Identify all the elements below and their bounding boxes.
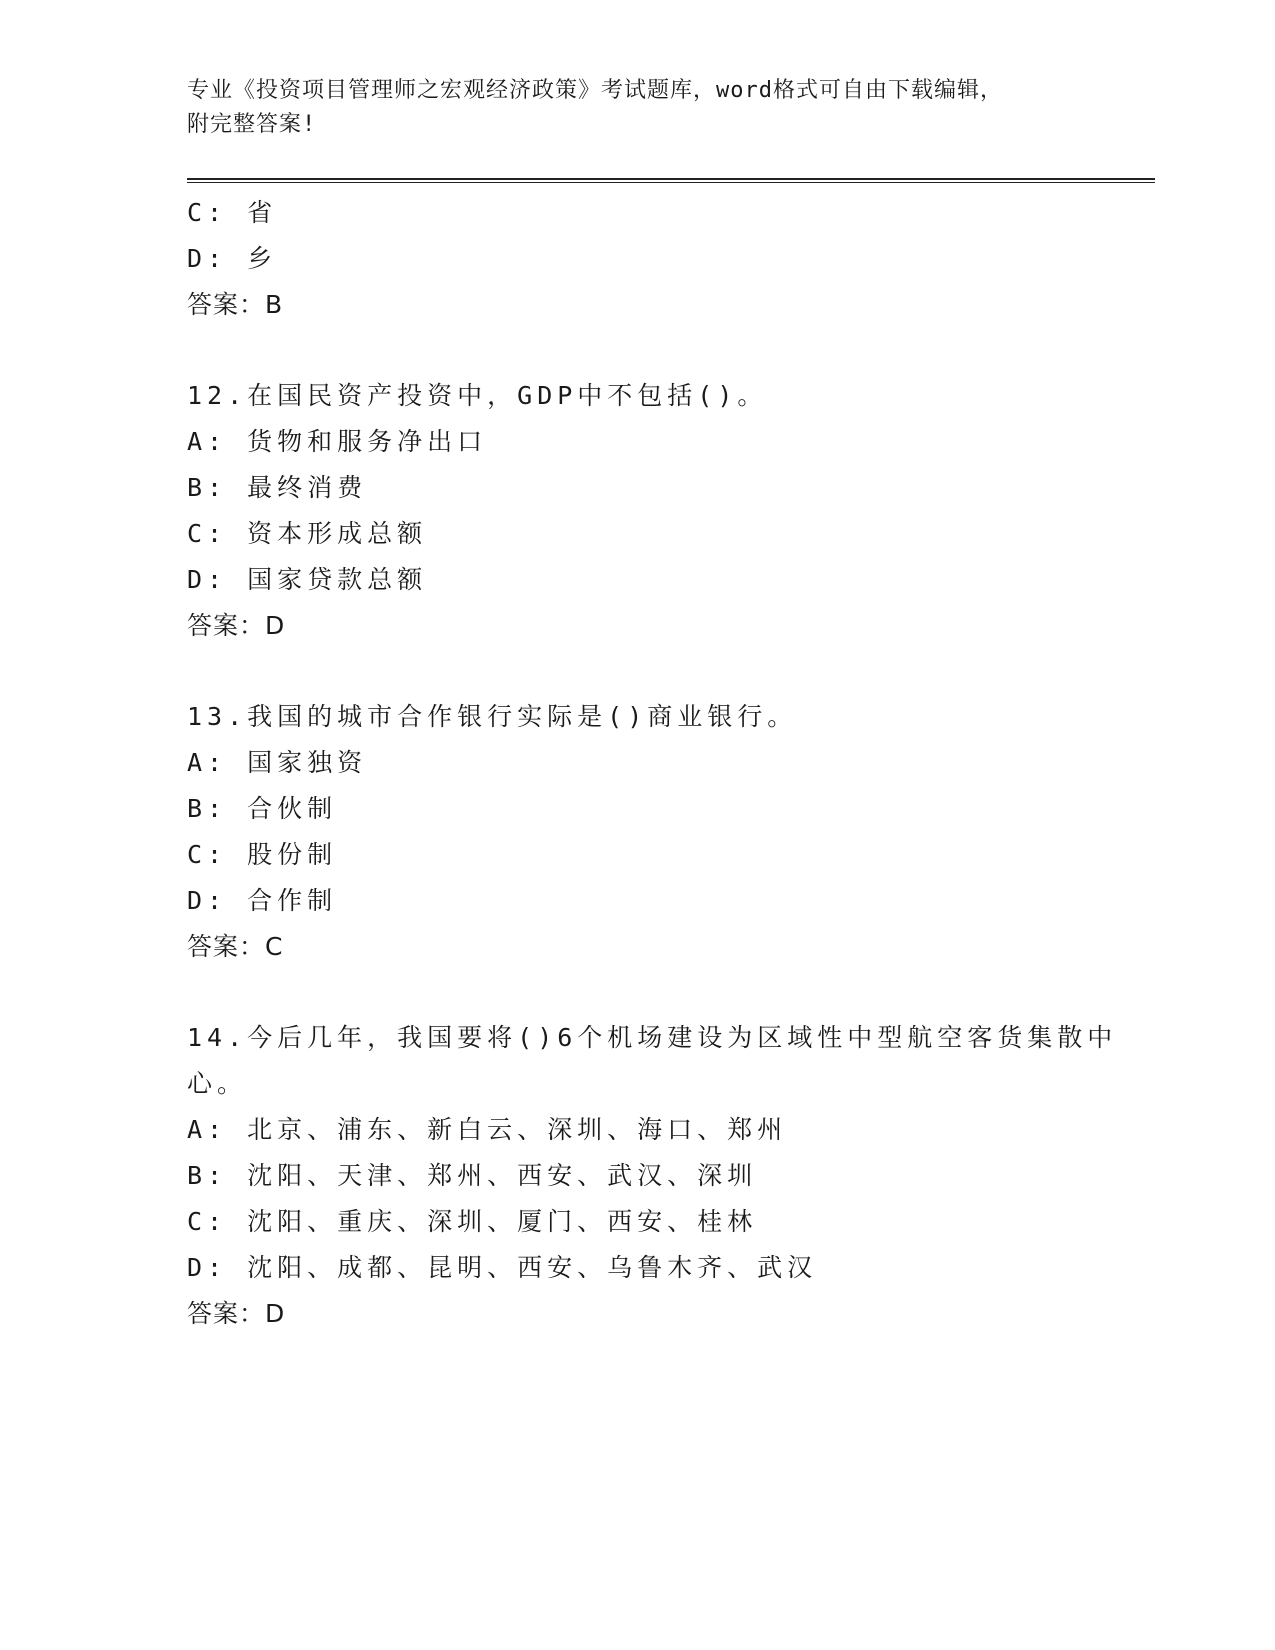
option-label: A: (187, 427, 248, 456)
option-row (187, 236, 1087, 282)
option-row (187, 786, 1087, 832)
option-row (187, 511, 1087, 557)
option-text: 乡 (247, 244, 278, 273)
document-body (187, 190, 1118, 1337)
header-line-1: 专业《投资项目管理师之宏观经济政策》考试题库，word格式可自由下载编辑， (187, 78, 1003, 103)
option-text: 最终消费 (247, 473, 368, 502)
partial-question (187, 190, 1087, 328)
question-text-line-1: 14.今后几年，我国要将()6个机场建设为区域性中型航空客货集散中 (187, 1023, 1118, 1052)
option-label: C: (187, 519, 248, 548)
option-text: 北京、浦东、新白云、深圳、海口、郑州 (247, 1115, 788, 1144)
question-block (187, 1015, 1118, 1337)
option-row (187, 1245, 1087, 1291)
option-text: 合伙制 (247, 794, 338, 823)
option-label: C: (187, 1207, 248, 1236)
spacer (187, 328, 1087, 373)
answer-line: 答案：C (187, 932, 284, 961)
option-row (187, 1107, 1087, 1153)
option-row (187, 465, 1087, 511)
question-block (187, 373, 1087, 649)
option-text: 沈阳、成都、昆明、西安、乌鲁木齐、武汉 (247, 1253, 818, 1282)
question-text-line-2: 心。 (187, 1069, 248, 1098)
option-text: 股份制 (247, 840, 338, 869)
option-row (187, 878, 1087, 924)
option-row (187, 1199, 1087, 1245)
header-line-2: 附完整答案! (187, 112, 317, 137)
option-text: 国家贷款总额 (247, 565, 428, 594)
question-text: 13.我国的城市合作银行实际是()商业银行。 (187, 702, 798, 731)
option-text: 货物和服务净出口 (247, 427, 488, 456)
answer-line: 答案：B (187, 290, 284, 319)
answer-line: 答案：D (187, 611, 286, 640)
option-label: C: (187, 840, 248, 869)
option-text: 合作制 (247, 886, 338, 915)
question-block (187, 694, 1087, 970)
option-label: D: (187, 244, 248, 273)
option-row (187, 832, 1087, 878)
option-label: B: (187, 794, 248, 823)
option-text: 省 (247, 198, 278, 227)
option-row (187, 190, 1087, 236)
answer-line: 答案：D (187, 1299, 286, 1328)
option-label: C: (187, 198, 248, 227)
option-label: B: (187, 1161, 248, 1190)
document-header (187, 74, 1087, 142)
option-label: A: (187, 748, 248, 777)
spacer (187, 649, 1087, 694)
option-text: 资本形成总额 (247, 519, 428, 548)
option-label: A: (187, 1115, 248, 1144)
spacer (187, 970, 1087, 1015)
option-text: 沈阳、天津、郑州、西安、武汉、深圳 (247, 1161, 758, 1190)
option-text: 沈阳、重庆、深圳、厦门、西安、桂林 (247, 1207, 758, 1236)
option-text: 国家独资 (247, 748, 368, 777)
option-row (187, 740, 1087, 786)
option-row (187, 1153, 1087, 1199)
option-row (187, 557, 1087, 603)
option-label: B: (187, 473, 248, 502)
option-label: D: (187, 1253, 248, 1282)
option-label: D: (187, 565, 248, 594)
question-text: 12.在国民资产投资中，GDP中不包括()。 (187, 381, 768, 410)
option-label: D: (187, 886, 248, 915)
header-divider (187, 178, 1155, 183)
option-row (187, 419, 1087, 465)
